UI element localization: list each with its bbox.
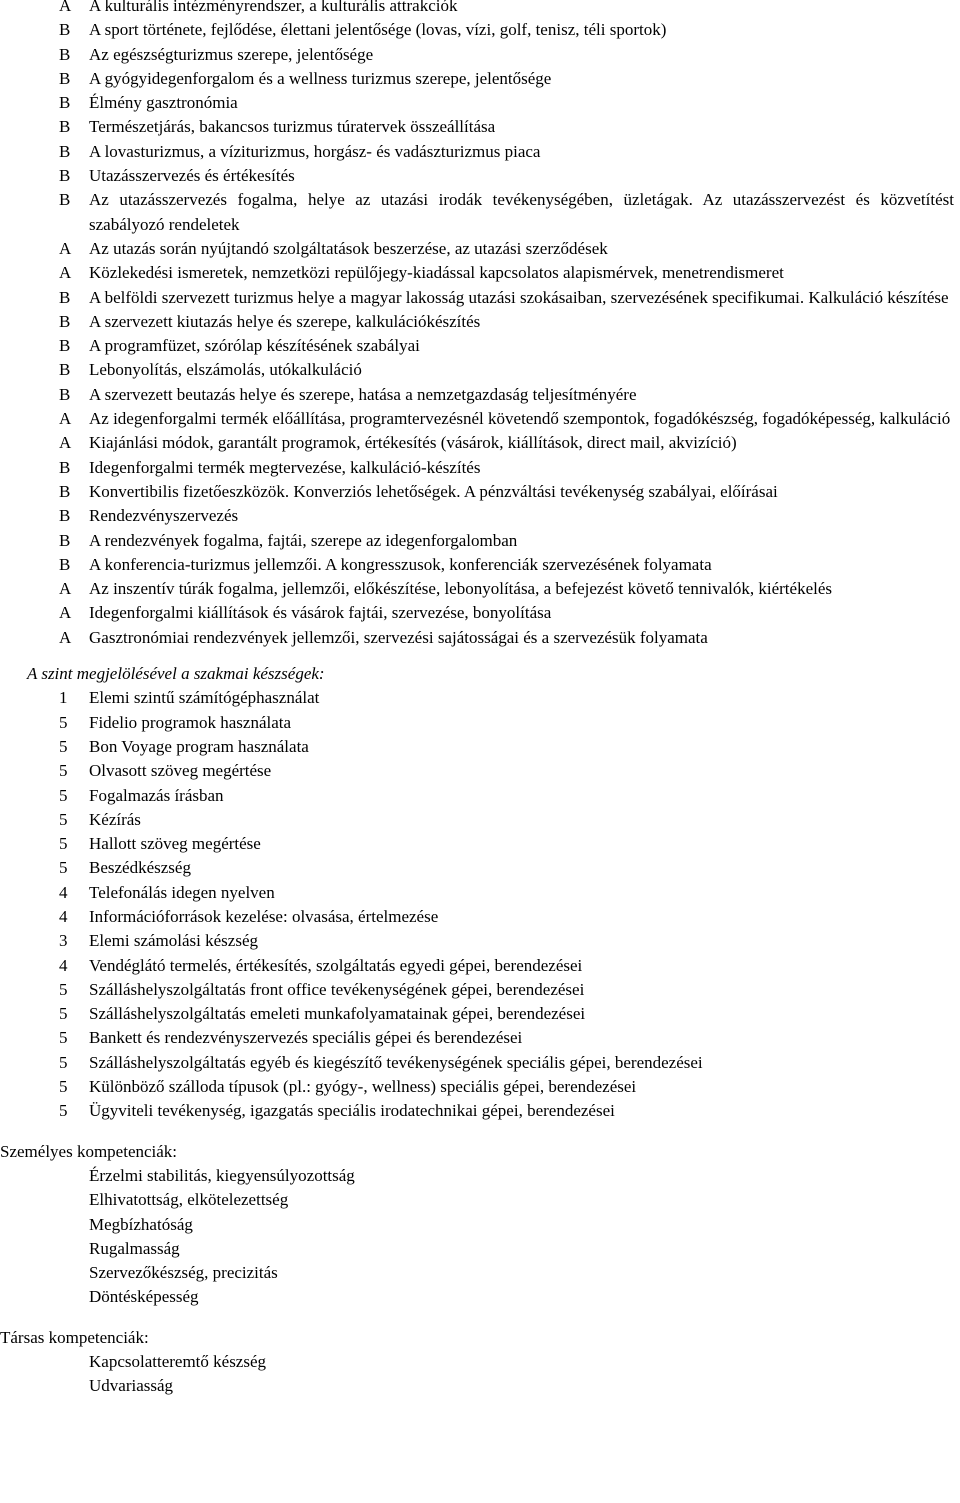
item-text: Elemi számolási készség [89, 931, 259, 951]
topic-item [0, 43, 960, 67]
topic-item [0, 480, 960, 504]
item-text: Kiajánlási módok, garantált programok, értékesítés (vásárok, kiállítások, direct mail, akvizíció) [89, 433, 737, 453]
item-text: Szálláshelyszolgáltatás egyéb és kiegészítő tevékenységének speciális gépei, berendezései [89, 1052, 703, 1072]
item-text: A konferencia-turizmus jellemzői. A kongresszusok, konferenciák szervezésének folyamata [89, 554, 712, 574]
item-text: Bankett és rendezvényszervezés speciális gépei és berendezései [89, 1028, 523, 1048]
level-marker: B [59, 287, 71, 307]
topic-item [0, 91, 960, 115]
item-text: A programfüzet, szórólap készítésének szabályai [89, 336, 420, 356]
item-text: Vendéglátó termelés, értékesítés, szolgáltatás egyedi gépei, berendezései [89, 955, 583, 975]
item-text: A gyógyidegenforgalom és a wellness turizmus szerepe, jelentősége [89, 68, 552, 88]
item-text: Konvertibilis fizetőeszközök. Konverziós lehetőségek. A pénzváltási tevékenység szabályai, előírásai [89, 481, 778, 501]
item-text: Szálláshelyszolgáltatás emeleti munkafolyamatainak gépei, berendezései [89, 1004, 586, 1024]
level-marker: A [59, 0, 72, 15]
level-marker: 4 [59, 882, 68, 902]
level-marker: 5 [59, 1028, 68, 1048]
skills-list [0, 686, 960, 1123]
item-text: Az utazásszervezés fogalma, helye az utazási irodák tevékenységében, üzletágak. Az utazásszervezést és közvetítést szabályozó rendeletek [89, 190, 954, 234]
topic-list [0, 0, 960, 650]
level-marker: 5 [59, 1101, 68, 1121]
personal-competency-item: Rugalmasság [89, 1238, 180, 1258]
skill-item [0, 954, 960, 978]
level-marker: A [59, 579, 72, 599]
level-marker: B [59, 190, 71, 210]
topic-item [0, 504, 960, 528]
level-marker: 4 [59, 955, 68, 975]
topic-item [0, 237, 960, 261]
topic-item [0, 140, 960, 164]
level-marker: 5 [59, 858, 68, 878]
level-marker: B [59, 506, 71, 526]
skill-item [0, 759, 960, 783]
level-marker: B [59, 44, 71, 64]
skill-item [0, 856, 960, 880]
topic-item [0, 0, 960, 18]
personal-competencies-heading: Személyes kompetenciák: [0, 1141, 178, 1161]
level-marker: 5 [59, 1052, 68, 1072]
skill-item [0, 686, 960, 710]
item-text: Gasztronómiai rendezvények jellemzői, szervezési sajátosságai és a szervezésük folyamata [89, 627, 708, 647]
item-text: A szervezett beutazás helye és szerepe, hatása a nemzetgazdaság teljesítményére [89, 384, 637, 404]
level-marker: A [59, 433, 72, 453]
level-marker: 5 [59, 736, 68, 756]
social-competencies-heading: Társas kompetenciák: [0, 1327, 149, 1347]
topic-item [0, 358, 960, 382]
personal-competency-item: Döntésképesség [89, 1287, 199, 1307]
item-text: Kézírás [89, 809, 141, 829]
level-marker: A [59, 603, 72, 623]
level-marker: A [59, 409, 72, 429]
level-marker: 5 [59, 1077, 68, 1097]
level-marker: 5 [59, 809, 68, 829]
item-text: Hallott szöveg megértése [89, 834, 261, 854]
item-text: Idegenforgalmi kiállítások és vásárok fajtái, szervezése, bonyolítása [89, 603, 552, 623]
level-marker: B [59, 457, 71, 477]
skill-item [0, 881, 960, 905]
level-marker: B [59, 554, 71, 574]
skill-item [0, 1026, 960, 1050]
level-marker: B [59, 384, 71, 404]
level-marker: 5 [59, 834, 68, 854]
topic-item [0, 553, 960, 577]
skill-item [0, 832, 960, 856]
level-marker: 5 [59, 1004, 68, 1024]
level-marker: B [59, 93, 71, 113]
topic-item [0, 334, 960, 358]
level-marker: A [59, 627, 72, 647]
skill-item [0, 905, 960, 929]
skill-item [0, 1051, 960, 1075]
level-marker: 1 [59, 688, 68, 708]
topic-item [0, 188, 960, 237]
social-competency-item: Kapcsolatteremtő készség [89, 1352, 267, 1372]
personal-competency-item: Érzelmi stabilitás, kiegyensúlyozottság [89, 1165, 355, 1185]
personal-competency-item: Elhivatottság, elkötelezettség [89, 1190, 289, 1210]
item-text: Az utazás során nyújtandó szolgáltatások beszerzése, az utazási szerződések [89, 238, 608, 258]
item-text: A szervezett kiutazás helye és szerepe, kalkulációkészítés [89, 311, 481, 331]
social-competencies-list [0, 1350, 960, 1399]
item-text: Az idegenforgalmi termék előállítása, programtervezésnél követendő szempontok, fogadókészség, fogadóképesség, kalkuláció [89, 409, 951, 429]
skill-item [0, 978, 960, 1002]
level-marker: B [59, 311, 71, 331]
skill-item [0, 735, 960, 759]
item-text: Szálláshelyszolgáltatás front office tevékenységének gépei, berendezései [89, 979, 585, 999]
level-marker: A [59, 263, 72, 283]
level-marker: B [59, 336, 71, 356]
level-marker: B [59, 530, 71, 550]
item-text: Bon Voyage program használata [89, 736, 309, 756]
item-text: A lovasturizmus, a víziturizmus, horgász- és vadászturizmus piaca [89, 141, 541, 161]
level-marker: B [59, 166, 71, 186]
item-text: Ügyviteli tevékenység, igazgatás speciális irodatechnikai gépei, berendezései [89, 1101, 615, 1121]
level-marker: B [59, 360, 71, 380]
level-marker: A [59, 238, 72, 258]
topic-item [0, 67, 960, 91]
topic-item [0, 431, 960, 455]
item-text: Az egészségturizmus szerepe, jelentősége [89, 44, 374, 64]
item-text: Utazásszervezés és értékesítés [89, 166, 295, 186]
item-text: Az inszentív túrák fogalma, jellemzői, előkészítése, lebonyolítása, a befejezést követő tennivalók, kiértékelés [89, 579, 833, 599]
item-text: Olvasott szöveg megértése [89, 761, 272, 781]
level-marker: B [59, 481, 71, 501]
skill-item [0, 1002, 960, 1026]
item-text: Fidelio programok használata [89, 712, 292, 732]
topic-item [0, 261, 960, 285]
skill-item [0, 808, 960, 832]
level-marker: 5 [59, 761, 68, 781]
topic-item [0, 456, 960, 480]
item-text: Közlekedési ismeretek, nemzetközi repülőjegy-kiadással kapcsolatos alapismérvek, menetrendismeret [89, 263, 784, 283]
skill-item [0, 1099, 960, 1123]
level-marker: 5 [59, 785, 68, 805]
level-marker: B [59, 68, 71, 88]
item-text: Lebonyolítás, elszámolás, utókalkuláció [89, 360, 362, 380]
skill-item [0, 929, 960, 953]
topic-item [0, 601, 960, 625]
item-text: A belföldi szervezett turizmus helye a magyar lakosság utazási szokásaiban, szervezésének specifikumai. Kalkuláció készítése [89, 287, 949, 307]
skills-heading: A szint megjelölésével a szakmai készségek: [27, 664, 325, 684]
item-text: A sport története, fejlődése, élettani jelentősége (lovas, vízi, golf, tenisz, téli sportok) [89, 20, 667, 40]
skill-item [0, 784, 960, 808]
item-text: Természetjárás, bakancsos turizmus túratervek összeállítása [89, 117, 496, 137]
topic-item [0, 577, 960, 601]
topic-item [0, 286, 960, 310]
topic-item [0, 18, 960, 42]
item-text: Élmény gasztronómia [89, 93, 238, 113]
item-text: Fogalmazás írásban [89, 785, 224, 805]
level-marker: 5 [59, 979, 68, 999]
item-text: Idegenforgalmi termék megtervezése, kalkuláció-készítés [89, 457, 481, 477]
item-text: Elemi szintű számítógéphasználat [89, 688, 320, 708]
skill-item [0, 1075, 960, 1099]
level-marker: 3 [59, 931, 68, 951]
level-marker: 5 [59, 712, 68, 732]
topic-item [0, 310, 960, 334]
topic-item [0, 407, 960, 431]
skill-item [0, 711, 960, 735]
personal-competency-item: Megbízhatóság [89, 1214, 193, 1234]
item-text: A kulturális intézményrendszer, a kulturális attrakciók [89, 0, 458, 15]
personal-competency-item: Szervezőkészség, precizitás [89, 1263, 278, 1283]
topic-item [0, 626, 960, 650]
social-competency-item: Udvariasság [89, 1376, 174, 1396]
item-text: Rendezvényszervezés [89, 506, 239, 526]
topic-item [0, 383, 960, 407]
topic-item [0, 164, 960, 188]
item-text: Beszédkészség [89, 858, 191, 878]
item-text: Információforrások kezelése: olvasása, értelmezése [89, 906, 439, 926]
level-marker: B [59, 141, 71, 161]
topic-item [0, 529, 960, 553]
item-text: A rendezvények fogalma, fajtái, szerepe az idegenforgalomban [89, 530, 518, 550]
level-marker: B [59, 117, 71, 137]
level-marker: B [59, 20, 71, 40]
item-text: Különböző szálloda típusok (pl.: gyógy-, wellness) speciális gépei, berendezései [89, 1077, 637, 1097]
item-text: Telefonálás idegen nyelven [89, 882, 275, 902]
level-marker: 4 [59, 906, 68, 926]
topic-item [0, 115, 960, 139]
personal-competencies-list [0, 1164, 960, 1310]
